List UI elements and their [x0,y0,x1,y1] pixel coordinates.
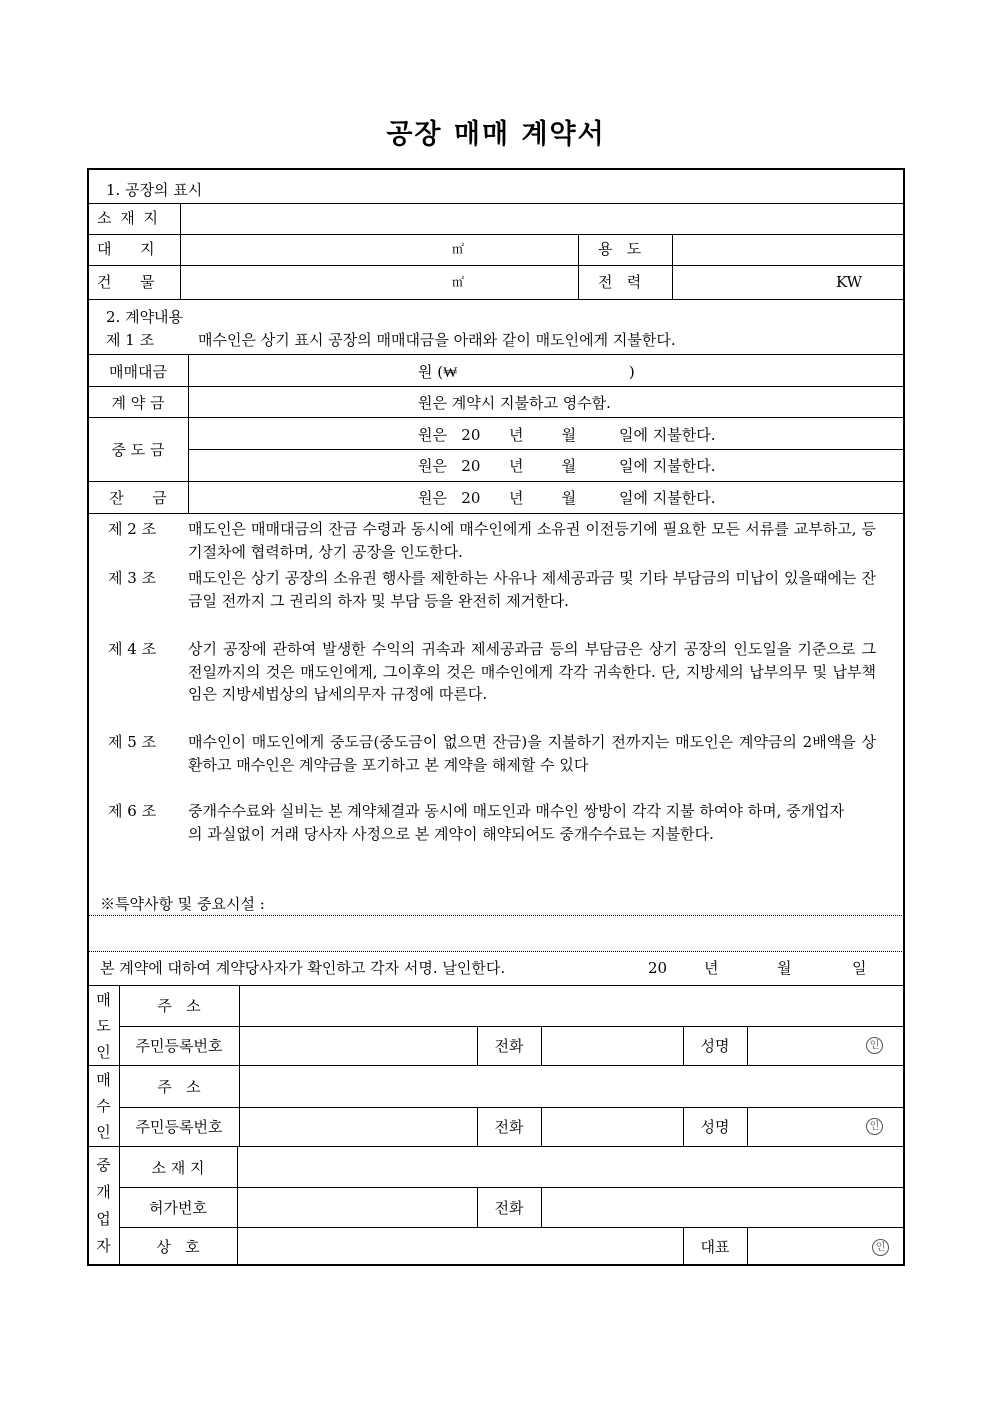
building-unit: ㎡ [452,275,465,289]
buyer-id-label: 주민등록번호 [135,1118,223,1136]
article1-text: 매수인은 상기 표시 공장의 매매대금을 아래와 같이 매도인에게 지불한다. [198,331,676,349]
divider [88,985,904,986]
divider [88,234,904,235]
divider [239,985,240,1065]
buyer-phone-label: 전화 [494,1118,524,1136]
article5-text: 매수인이 매도인에게 중도금(중도금이 없으면 잔금)을 지불하기 전까지는 매도인은 계약금의 2배액을 상환하고 매수인은 계약금을 포기하고 본 계약을 해제할 수 있다 [188,733,876,774]
divider [180,203,181,299]
agent-trade-name-label: 상 호 [156,1238,200,1256]
divider [188,354,189,513]
divider [541,1026,542,1065]
seller-name-label: 성명 [700,1037,730,1055]
divider [541,1187,542,1227]
location-label: 소 재 지 [97,209,161,227]
dotted-divider [88,951,904,952]
divider [188,449,904,450]
divider [88,513,904,514]
confirm-text: 본 계약에 대하여 계약당사자가 확인하고 각자 서명. 날인한다. [100,959,506,977]
divider [88,203,904,204]
building-label: 건 물 [97,273,155,291]
section1-heading: 1. 공장의 표시 [106,181,203,199]
agent-label [88,1152,119,1260]
divider [747,1026,748,1065]
agent-rep-label: 대표 [700,1238,730,1256]
divider [119,1107,904,1108]
interim-text-1: 원은 20 년 월 일에 지불한다. [418,426,716,444]
divider [672,234,673,299]
seller-phone-label: 전화 [494,1037,524,1055]
divider [88,299,904,300]
buyer-label-text: 매수인 [96,1071,111,1141]
divider [88,265,904,266]
divider [88,1146,904,1147]
interim-label: 중 도 금 [111,441,165,459]
use-label: 용 도 [598,240,642,258]
divider [88,354,904,355]
confirm-year-unit: 년 [704,959,719,977]
article4-text: 상기 공장에 관하여 발생한 수익의 귀속과 제세공과금 등의 부담금은 상기 공장의 인도일을 기준으로 그 전일까지의 것은 매도인에게, 그이후의 것은 매수인에게 각각 귀속한다. 단, 지방세의 납부의무 및 납부책임은 지방세법상의 납세의무자 규정에 따른다. [188,640,876,703]
article6-number: 제 6 조 [108,802,157,820]
deposit-label: 계 약 금 [111,394,165,412]
article4-number: 제 4 조 [108,640,157,658]
article3-text: 매도인은 상기 공장의 소유권 행사를 제한하는 사유나 제세공과금 및 기타 부담금의 미납이 있을때에는 잔금일 전까지 그 권리의 하자 및 부담 등을 완전히 제거한다. [188,569,876,610]
section2-heading: 2. 계약내용 [106,308,184,326]
buyer-seal-mark: 인 [866,1118,883,1135]
confirm-year: 20 [648,959,668,977]
agent-location-label: 소 재 지 [151,1159,205,1177]
confirm-month-unit: 월 [777,959,792,977]
buyer-name-label: 성명 [700,1118,730,1136]
buyer-label [88,1067,119,1145]
land-unit: ㎡ [452,242,465,256]
balance-text: 원은 20 년 월 일에 지불한다. [418,489,716,507]
divider [88,481,904,482]
price-text: 원 (₩ ) [418,363,635,381]
article5-number: 제 5 조 [108,733,157,751]
article3-number: 제 3 조 [108,569,157,587]
dotted-divider [88,915,904,916]
price-label: 매매대금 [109,363,167,381]
article1-number: 제 1 조 [106,331,155,349]
land-label: 대 지 [97,240,155,258]
divider [119,1026,904,1027]
agent-seal-mark: 인 [872,1239,889,1256]
divider [119,1187,904,1188]
divider [239,1065,240,1146]
article6-text: 중개수수료와 실비는 본 계약체결과 동시에 매도인과 매수인 쌍방이 각각 지불 하여야 하며, 중개업자의 과실없이 거래 당사자 사정으로 본 계약이 해약되어도 중개수수료는 지불한다. [188,802,845,843]
deposit-text: 원은 계약시 지불하고 영수함. [418,394,611,412]
power-unit: KW [836,273,863,291]
agent-phone-label: 전화 [494,1199,524,1217]
article2-text: 매도인은 매매대금의 잔금 수령과 동시에 매수인에게 소유권 이전등기에 필요한 모든 서류를 교부하고, 등기절차에 협력하며, 상기 공장을 인도한다. [188,520,876,561]
agent-license-label: 허가번호 [149,1199,207,1217]
interim-text-2: 원은 20 년 월 일에 지불한다. [418,457,716,475]
divider [88,417,904,418]
divider [88,1065,904,1066]
divider [578,234,579,299]
article2-number: 제 2 조 [108,520,157,538]
divider [88,386,904,387]
seller-seal-mark: 인 [866,1037,883,1054]
balance-label: 잔 금 [109,489,167,507]
seller-id-label: 주민등록번호 [135,1037,223,1055]
confirm-day-unit: 일 [852,959,867,977]
divider [237,1146,238,1265]
seller-address-label: 주 소 [157,997,201,1015]
divider [747,1107,748,1146]
special-terms-label: ※특약사항 및 중요시설 : [100,895,265,913]
divider [541,1107,542,1146]
agent-label-text: 중개업자 [96,1156,111,1255]
document-title: 공장 매매 계약서 [386,119,606,150]
divider [119,1227,904,1228]
buyer-address-label: 주 소 [157,1078,201,1096]
power-label: 전 력 [598,273,642,291]
seller-label-text: 매도인 [96,991,111,1061]
divider [747,1227,748,1265]
seller-label [88,987,119,1065]
